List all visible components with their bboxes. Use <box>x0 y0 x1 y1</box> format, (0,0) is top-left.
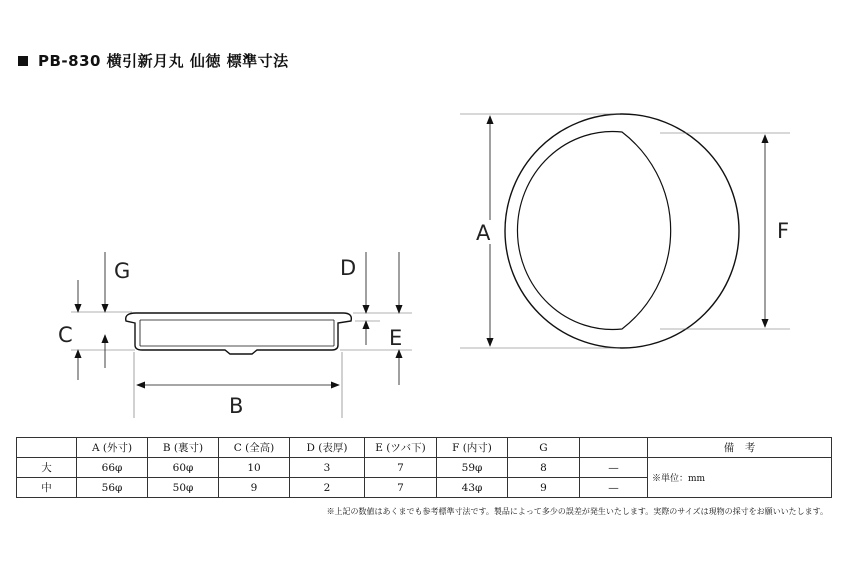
header-cell: G <box>508 438 580 458</box>
top-extension-lines <box>460 114 790 348</box>
cell-e: 7 <box>365 478 437 498</box>
label-C: C <box>58 323 73 347</box>
side-profile-outline <box>126 313 352 354</box>
top-view <box>460 114 790 348</box>
header-cell-remarks: 備 考 <box>648 438 832 458</box>
size-cell: 中 <box>17 478 77 498</box>
cell-g: 8 <box>508 458 580 478</box>
cell-a: 56φ <box>77 478 148 498</box>
label-E: E <box>389 326 403 350</box>
cell-f: 59φ <box>437 458 508 478</box>
cell-b: 60φ <box>148 458 219 478</box>
size-cell: 大 <box>17 458 77 478</box>
header-cell: F (内寸) <box>437 438 508 458</box>
header-cell <box>17 438 77 458</box>
cell-g: 9 <box>508 478 580 498</box>
remarks-cell: ※単位：mm <box>648 458 832 498</box>
inner-crescent <box>517 132 670 330</box>
table-header-row <box>17 438 832 458</box>
header-cell: E (ツバ下) <box>365 438 437 458</box>
cell-dash: — <box>580 478 648 498</box>
table-row <box>17 458 832 478</box>
header-cell: D (表厚) <box>290 438 365 458</box>
label-G: G <box>114 259 131 283</box>
cell-b: 50φ <box>148 478 219 498</box>
footnote: ※上記の数値はあくまでも参考標準寸法です。製品によって多少の誤差が発生いたします。実際のサイズは現物の採寸をお願いいたします。 <box>326 507 828 516</box>
cell-e: 7 <box>365 458 437 478</box>
title-text: PB-830 横引新月丸 仙徳 標準寸法 <box>38 52 289 70</box>
header-cell: B (裏寸) <box>148 438 219 458</box>
label-B: B <box>229 394 244 418</box>
cell-d: 3 <box>290 458 365 478</box>
header-cell: A (外寸) <box>77 438 148 458</box>
label-A: A <box>476 221 491 245</box>
cell-a: 66φ <box>77 458 148 478</box>
header-cell: C (全高) <box>219 438 290 458</box>
dimension-table <box>16 437 832 498</box>
cell-c: 10 <box>219 458 290 478</box>
outer-circle <box>505 114 739 348</box>
cell-f: 43φ <box>437 478 508 498</box>
cell-dash: — <box>580 458 648 478</box>
cell-c: 9 <box>219 478 290 498</box>
cell-d: 2 <box>290 478 365 498</box>
label-D: D <box>340 256 357 280</box>
label-F: F <box>777 219 790 243</box>
header-cell <box>580 438 648 458</box>
